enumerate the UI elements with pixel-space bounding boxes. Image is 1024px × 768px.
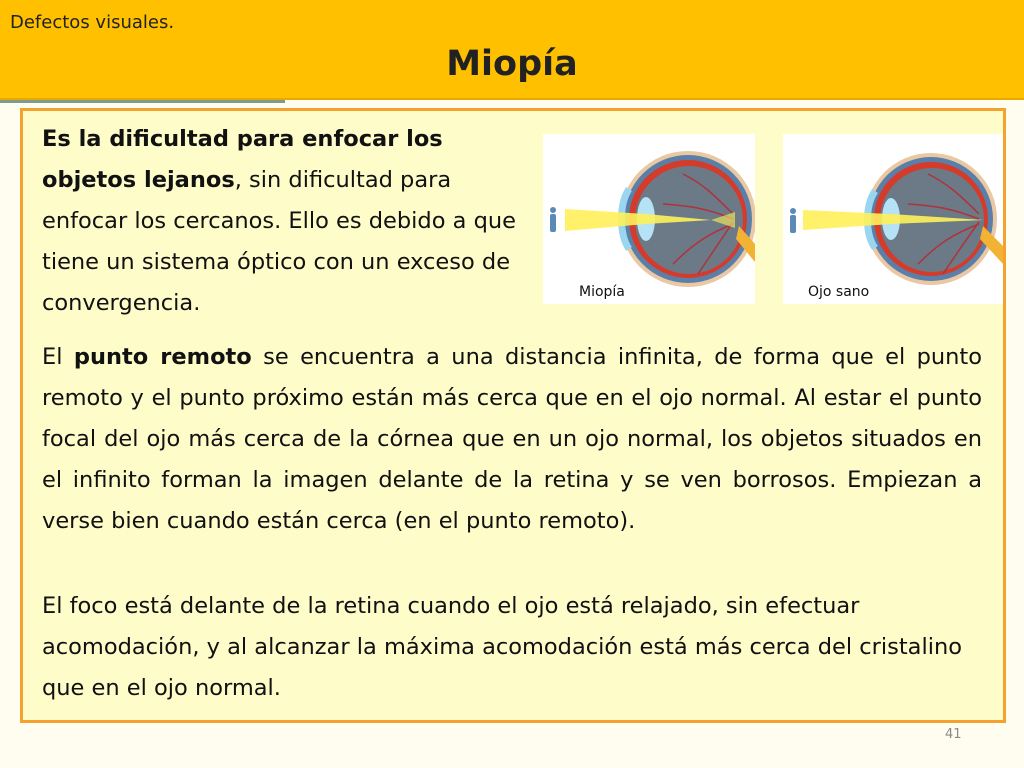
page-number: 41 — [945, 727, 962, 742]
person-body-icon — [550, 214, 556, 232]
slide-subtitle: Defectos visuales. — [10, 12, 175, 33]
content-box — [20, 108, 1006, 723]
focus-paragraph: El foco está delante de la retina cuando el ojo está relajado, sin efectuar acomodación, y al alcanzar la máxima acomodación está más cerca del cristalino que en el ojo normal. — [42, 593, 962, 701]
myopia-figure-label: Miopía — [579, 284, 625, 300]
p1-bold-text: punto remoto — [73, 344, 252, 370]
healthy-eye-illustration — [783, 134, 1003, 304]
p1-text-after: se encuentra a una distancia infinita, de forma que el punto remoto y el punto próximo están más cerca que en el ojo normal. Al estar el punto focal del ojo más cerca de la córnea que en un ojo normal, los objetos situados en el infinito forman la imagen delante de la retina y se ven borrosos. Empiezan a verse bien cuando están cerca (en el punto remoto). — [42, 344, 982, 534]
remote-point-paragraph — [42, 337, 982, 542]
intro-paragraph — [42, 119, 532, 324]
slide-title: Miopía — [446, 44, 578, 84]
person-head-icon — [790, 208, 796, 214]
person-head-icon — [550, 207, 556, 213]
myopia-eye-illustration — [543, 134, 755, 304]
intro-text: , sin dificultad para enfocar los cercanos. Ello es debido a que tiene un sistema óptico con un exceso de convergencia. — [42, 167, 516, 316]
person-body-icon — [790, 215, 796, 233]
healthy-eye-figure — [783, 134, 1003, 304]
p1-text-before: El — [42, 344, 74, 370]
intro-bold-text: Es la dificultad para enfocar los objetos lejanos — [42, 126, 443, 193]
healthy-figure-label: Ojo sano — [808, 284, 870, 300]
header-accent-line — [0, 100, 285, 103]
slide-header — [0, 0, 1024, 100]
myopia-eye-figure — [543, 134, 755, 304]
